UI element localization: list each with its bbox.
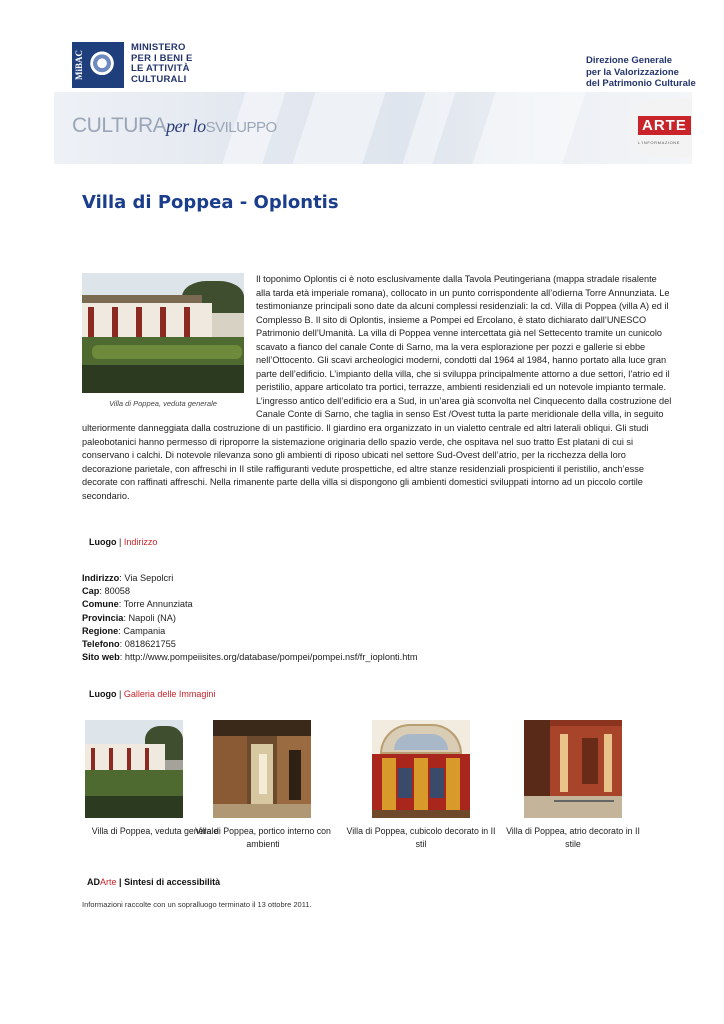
address-row: Indirizzo: Via Sepolcri xyxy=(82,573,174,583)
mibac-emblem-icon xyxy=(90,48,120,82)
field-label: Regione xyxy=(82,625,119,636)
header-banner xyxy=(54,92,692,164)
article-body xyxy=(82,273,672,503)
direction-line: Direzione Generale xyxy=(586,55,673,66)
gallery-item[interactable] xyxy=(195,720,363,849)
ministry-line: MINISTERO xyxy=(131,42,186,53)
field-label: Comune xyxy=(82,599,119,610)
gallery-caption: Villa di Poppea, veduta generale xyxy=(91,826,219,836)
gallery-photo-cubicolo[interactable] xyxy=(372,720,470,818)
cap-row: Cap: 80058 xyxy=(82,586,131,597)
website-link[interactable]: http://www.pompeiisites.org/database/pompei/pompei.nsf/fr_ioplonti.htm xyxy=(124,652,418,663)
gallery-item[interactable] xyxy=(80,720,230,836)
telefono-row: Telefono: 0818621755 xyxy=(82,639,176,650)
ministry-name xyxy=(131,43,221,85)
direction-name xyxy=(586,55,706,90)
mibac-logo-letters: MiBAC xyxy=(74,50,84,80)
gallery-photo-overview[interactable] xyxy=(85,720,183,818)
regione-row: Regione: Campania xyxy=(82,625,166,636)
gallery-item[interactable] xyxy=(346,720,522,849)
luogo-label: Luogo xyxy=(89,689,117,699)
field-label: Indirizzo xyxy=(82,573,120,583)
arte-logo xyxy=(628,98,692,158)
adarte-ad: AD xyxy=(87,877,100,887)
gallery-photo-portico[interactable] xyxy=(213,720,311,818)
gallery-caption: Villa di Poppea, portico interno con ambienti xyxy=(195,826,331,849)
gallery-caption: Villa di Poppea, cubicolo decorato in II stil xyxy=(346,826,496,849)
banner-logo-part: SVILUPPO xyxy=(205,119,277,136)
main-photo-villa-overview xyxy=(82,273,244,393)
field-value: Napoli (NA) xyxy=(128,612,176,623)
provincia-row: Provincia: Napoli (NA) xyxy=(82,612,176,623)
field-value: Torre Annunziata xyxy=(123,599,193,610)
main-photo-caption: Villa di Poppea, veduta generale xyxy=(109,399,217,408)
ministry-line: CULTURALI xyxy=(131,73,187,85)
mibac-logo xyxy=(72,42,124,88)
page-title: Villa di Poppea - Oplontis xyxy=(82,192,339,213)
field-value: Via Sepolcri xyxy=(124,573,174,583)
gallery-item[interactable] xyxy=(506,720,674,849)
field-value: 80058 xyxy=(104,586,131,597)
field-value: Campania xyxy=(123,625,166,636)
comune-row: Comune: Torre Annunziata xyxy=(82,599,193,610)
gallery-caption: Villa di Poppea, atrio decorato in II stile xyxy=(506,826,640,849)
separator: | xyxy=(119,689,122,699)
gallery-link[interactable]: Galleria delle Immagini xyxy=(123,689,216,699)
address-info xyxy=(82,572,418,664)
survey-note: Informazioni raccolte con un sopralluogo terminato il 13 ottobre 2011. xyxy=(82,900,312,909)
luogo-label: Luogo xyxy=(89,537,117,547)
gallery-section-heading xyxy=(89,689,215,699)
banner-logo-part: per lo xyxy=(166,116,206,136)
field-label: Provincia xyxy=(82,612,124,623)
article-text: Il toponimo Oplontis ci è noto esclusivamente dalla Tavola Peutingeriana (mappa stradale risalente alla tarda età imperiale romana), collocato in un punto corrispondente all’odierna Torre Annunziata. Le testimonianze principali sono date da alcuni complessi residenziali: la cd. Villa di Poppea (villa A) ed il Complesso B. Il sito di Oplontis, insieme a Pompei ed Ercolano, è stato dichiarato dall’UNESCO Patrimonio dell’Umanità. La villa di Poppea venne intercettata già nel Settecento tramite un cunicolo scavato a fianco del canale Conte di Sarno, ma la vera esplorazione per pozzi e gallerie si ebbe nell’Ottocento. Gli scavi archeologici moderni, condotti dal 1964 al 1984, hanno portato alla luce gran parte dell’edificio. L’impianto della villa, che si sviluppa principalmente attorno a due settori, l’atrio ed il peristilio, appare articolato tra portici, terrazze, ambienti residenziali ed un notevole impianto termale. L’ingresso antico dell’edificio era a Sud, in un’area già sconvolta nel Cinquecento dalla costruzione del Canale Conte di Sarno, che taglia in senso Est /Ovest tutta la parte meridionale della villa, in seguito ulteriormente danneggiata dalla costruzione di un pastificio. Il giardino era organizzato in un vialetto centrale ed altri laterali obliqui. Gli studi paleobotanici hanno permesso di riproporre la sistemazione originaria dello spazio verde, che ospitava nel suo tratto Est platani di cui si conservano i calchi. Di notevole rilevanza sono gli ambienti di riposo ubicati nel settore Sud-Ovest dell’atrio, per la ricchezza della loro decorazione parietale, con affreschi in II stile raffiguranti vedute prospettiche, ed altre stanze residenziali prospicienti il peristilio, anch’esse decorate con raffinati affreschi. Nella rimanente parte della villa si dispongono gli ambienti domestici sviluppati intorno ad un piccolo cortile secondario. xyxy=(82,274,672,501)
field-value: 0818621755 xyxy=(124,639,176,650)
cultura-per-lo-sviluppo-logo xyxy=(72,114,277,138)
separator: | xyxy=(119,537,122,547)
arte-logo-sub: L'INFORMAZIONE xyxy=(638,140,681,145)
arte-logo-word: ARTE xyxy=(638,116,691,135)
adarte-arte: Arte xyxy=(100,877,117,887)
accessibility-heading xyxy=(87,877,220,887)
main-figure xyxy=(82,273,252,409)
ministry-line: LE ATTIVITÀ xyxy=(131,63,190,74)
website-row: Sito web: http://www.pompeiisites.org/database/pompei/pompei.nsf/fr_ioplonti.htm xyxy=(82,652,418,663)
gallery-photo-atrio[interactable] xyxy=(524,720,622,818)
field-label: Telefono xyxy=(82,639,120,650)
field-label: Sito web xyxy=(82,652,120,663)
banner-logo-part: CULTURA xyxy=(72,114,167,137)
field-label: Cap xyxy=(82,586,100,597)
separator: | xyxy=(119,877,122,887)
direction-line: del Patrimonio Culturale xyxy=(586,78,696,89)
direction-line: per la Valorizzazione xyxy=(586,66,679,78)
address-link[interactable]: Indirizzo xyxy=(123,537,158,547)
accessibility-label: Sintesi di accessibilità xyxy=(124,877,221,887)
ministry-line: PER I BENI E xyxy=(131,52,193,64)
address-section-heading xyxy=(89,537,157,547)
